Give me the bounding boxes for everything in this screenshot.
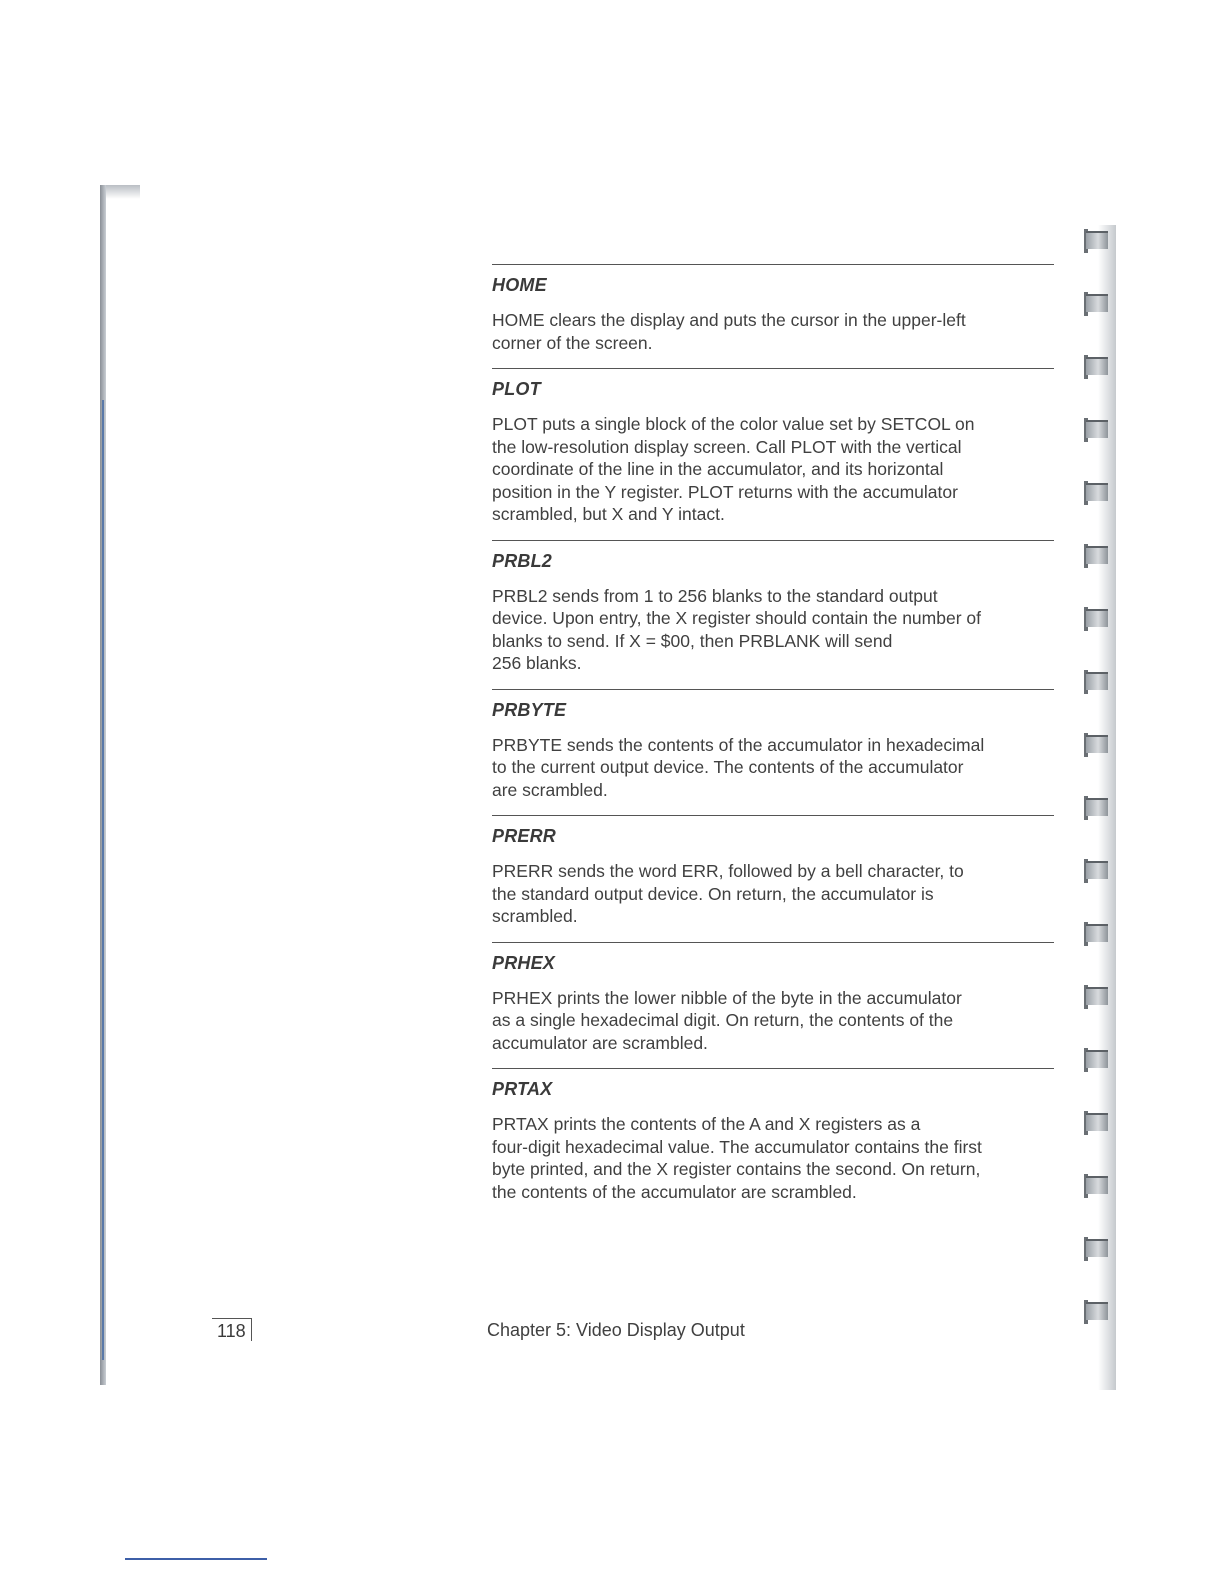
entry-prhex bbox=[492, 942, 1054, 1055]
spiral-coil bbox=[1084, 918, 1112, 948]
entry-body: PRBL2 sends from 1 to 256 blanks to the standard output device. Upon entry, the X register should contain the number of blanks to send. If X = $00, then PRBLANK will send 256 blanks. bbox=[492, 585, 981, 673]
spiral-coil bbox=[1084, 1170, 1112, 1200]
entry-title: PLOT bbox=[492, 379, 541, 399]
entry-title: PRTAX bbox=[492, 1079, 553, 1099]
entry-body: PRTAX prints the contents of the A and X registers as a four-digit hexadecimal value. The accumulator contains the first byte printed, and the X register contains the second. On return, the contents of the accumulator are scrambled. bbox=[492, 1114, 982, 1202]
entry-home bbox=[492, 264, 1054, 354]
spiral-coil bbox=[1084, 792, 1112, 822]
spiral-binding bbox=[1082, 225, 1116, 1390]
entry-prbl2 bbox=[492, 540, 1054, 675]
spiral-coil bbox=[1084, 1107, 1112, 1137]
spiral-coil bbox=[1084, 1044, 1112, 1074]
entry-body: HOME clears the display and puts the cursor in the upper-left corner of the screen. bbox=[492, 310, 966, 353]
entry-prbyte bbox=[492, 689, 1054, 802]
entry-list bbox=[492, 264, 1054, 1217]
entry-title: PRBL2 bbox=[492, 550, 553, 571]
spiral-coil bbox=[1084, 855, 1112, 885]
binding-edge-top bbox=[100, 185, 140, 199]
spiral-coil bbox=[1084, 1296, 1112, 1326]
entry-title: HOME bbox=[492, 275, 547, 295]
entry-title: PRBYTE bbox=[492, 699, 567, 720]
spiral-coil bbox=[1084, 1233, 1112, 1263]
binding-edge-line bbox=[102, 400, 104, 1360]
entry-prtax bbox=[492, 1068, 1054, 1203]
spiral-coil bbox=[1084, 666, 1112, 696]
spiral-coil bbox=[1084, 729, 1112, 759]
entry-prerr bbox=[492, 815, 1054, 928]
entry-body: PRERR sends the word ERR, followed by a bell character, to the standard output device. On return, the accumulator is scrambled. bbox=[492, 861, 964, 926]
spiral-coil bbox=[1084, 414, 1112, 444]
spiral-coil bbox=[1084, 225, 1112, 255]
page-number: 118 bbox=[212, 1318, 252, 1341]
entry-body: PLOT puts a single block of the color value set by SETCOL on the low-resolution display screen. Call PLOT with the vertical coordinate of the line in the accumulator, and its horizontal position in the Y register. PLOT returns with the accumulator scrambled, but X and Y intact. bbox=[492, 414, 975, 524]
spiral-coil bbox=[1084, 603, 1112, 633]
spiral-coil bbox=[1084, 477, 1112, 507]
running-footer: Chapter 5: Video Display Output bbox=[487, 1320, 745, 1340]
entry-plot bbox=[492, 368, 1054, 526]
entry-title: PRERR bbox=[492, 826, 557, 846]
spiral-coil bbox=[1084, 288, 1112, 318]
spiral-coil bbox=[1084, 981, 1112, 1011]
spiral-coil bbox=[1084, 351, 1112, 381]
entry-title: PRHEX bbox=[492, 952, 556, 973]
entry-body: PRBYTE sends the contents of the accumulator in hexadecimal to the current output device. The contents of the accumulator are scrambled. bbox=[492, 734, 985, 800]
entry-body: PRHEX prints the lower nibble of the byte in the accumulator as a single hexadecimal digit. On return, the contents of the accumulator are scrambled. bbox=[492, 987, 962, 1053]
scan-edge-rule bbox=[125, 1558, 267, 1560]
spiral-coil bbox=[1084, 540, 1112, 570]
